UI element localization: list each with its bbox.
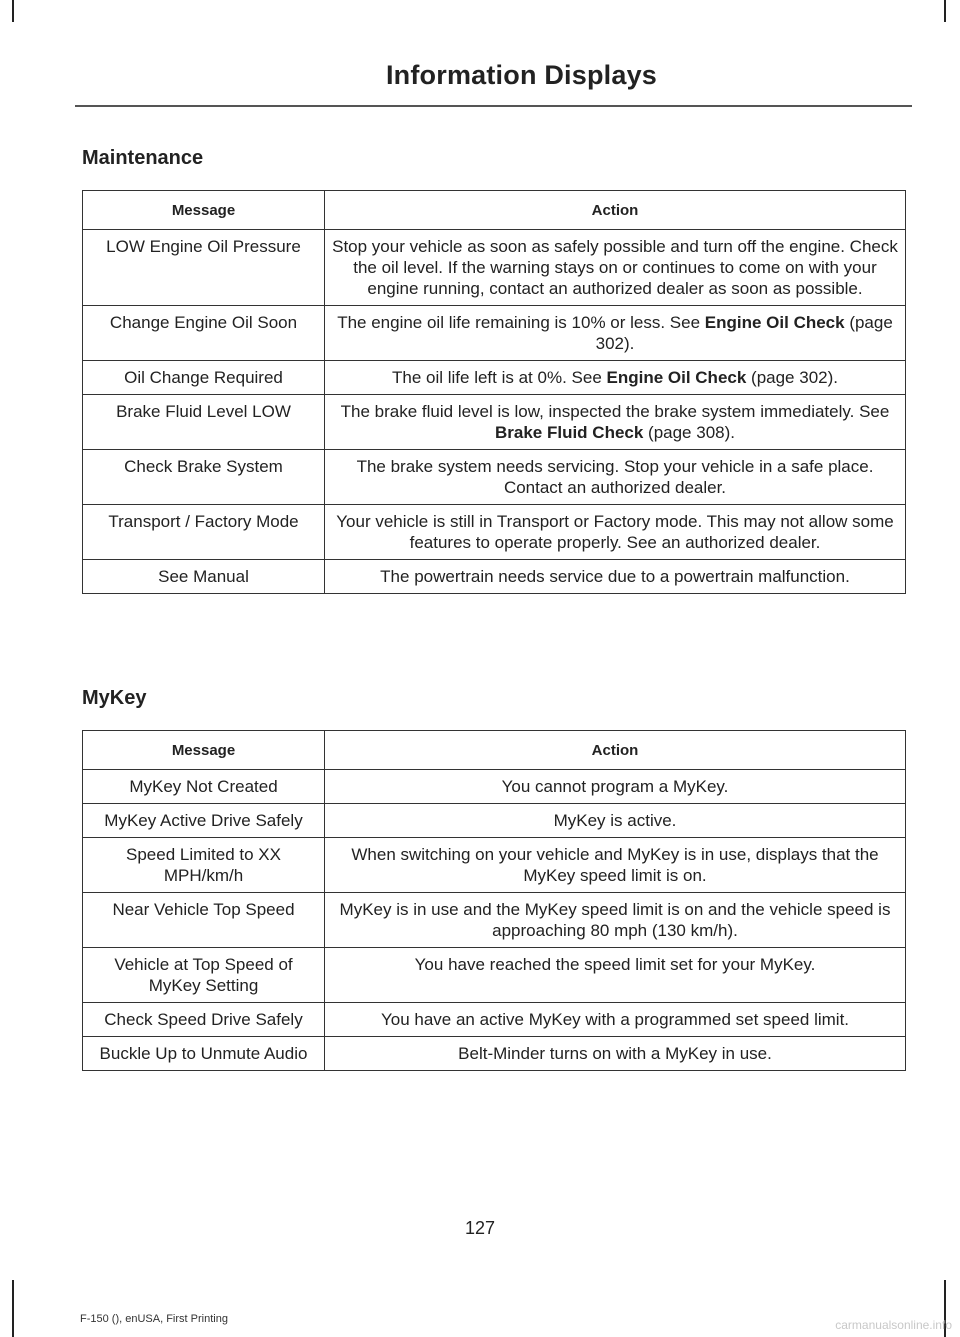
action-cell: MyKey is active. (325, 804, 906, 838)
action-cell (325, 306, 906, 361)
message-cell: Speed Limited to XX MPH/km/h (83, 838, 325, 893)
action-cell: MyKey is in use and the MyKey speed limit is on and the vehicle speed is approaching 80 mph (130 km/h). (325, 893, 906, 948)
action-text: (page 302). (595, 313, 893, 353)
action-text: The engine oil life remaining is 10% or less. See (337, 313, 705, 332)
action-cell: The powertrain needs service due to a powertrain malfunction. (325, 560, 906, 594)
message-cell: Check Speed Drive Safely (83, 1003, 325, 1037)
watermark: carmanualsonline.info (835, 1318, 952, 1332)
action-text: (page 308). (643, 423, 735, 442)
table-row (83, 948, 906, 1003)
header-rule (75, 105, 912, 107)
crop-mark-top-right-vertical (944, 0, 946, 22)
table-row (83, 893, 906, 948)
message-cell: See Manual (83, 560, 325, 594)
action-cell: You have reached the speed limit set for your MyKey. (325, 948, 906, 1003)
message-cell: Near Vehicle Top Speed (83, 893, 325, 948)
message-cell: LOW Engine Oil Pressure (83, 230, 325, 306)
message-cell: MyKey Not Created (83, 770, 325, 804)
mykey-table (82, 730, 906, 1071)
page-number: 127 (464, 1218, 496, 1238)
section-heading-maintenance: Maintenance (82, 147, 204, 169)
action-cell: When switching on your vehicle and MyKey is in use, displays that the MyKey speed limit is on. (325, 838, 906, 893)
action-cell: Belt-Minder turns on with a MyKey in use. (325, 1037, 906, 1071)
message-cell: Check Brake System (83, 450, 325, 505)
message-cell: Oil Change Required (83, 361, 325, 395)
action-cell: You cannot program a MyKey. (325, 770, 906, 804)
table-row (83, 230, 906, 306)
column-header-action: Action (325, 731, 906, 770)
table-row (83, 306, 906, 361)
page-reference-link[interactable]: Engine Oil Check (606, 368, 747, 387)
table-header-row (83, 731, 906, 770)
action-cell: You have an active MyKey with a programmed set speed limit. (325, 1003, 906, 1037)
message-cell: Buckle Up to Unmute Audio (83, 1037, 325, 1071)
table-row (83, 838, 906, 893)
table-row (83, 804, 906, 838)
page-header-title: Information Displays (385, 60, 657, 90)
action-cell: Your vehicle is still in Transport or Factory mode. This may not allow some features to operate properly. See an authorized dealer. (325, 505, 906, 560)
message-cell: Change Engine Oil Soon (83, 306, 325, 361)
action-text: (page 302). (746, 368, 838, 387)
table-row (83, 361, 906, 395)
action-cell: The brake system needs servicing. Stop your vehicle in a safe place. Contact an authorized dealer. (325, 450, 906, 505)
page-reference-link[interactable]: Engine Oil Check (704, 313, 845, 332)
action-text: The brake fluid level is low, inspected the brake system immediately. See (340, 402, 890, 421)
page-reference-link[interactable]: Brake Fluid Check (494, 423, 644, 442)
table-row (83, 770, 906, 804)
message-cell: Vehicle at Top Speed of MyKey Setting (83, 948, 325, 1003)
action-cell: Stop your vehicle as soon as safely possible and turn off the engine. Check the oil level. If the warning stays on or continues to come on with your engine running, contact an authorized dealer as soon as possible. (325, 230, 906, 306)
crop-mark-bottom-left-vertical (12, 1280, 14, 1337)
message-cell: Brake Fluid Level LOW (83, 395, 325, 450)
action-cell (325, 361, 906, 395)
maintenance-table (82, 190, 906, 594)
table-row (83, 1003, 906, 1037)
table-row (83, 560, 906, 594)
table-header-row (83, 191, 906, 230)
table-row (83, 1037, 906, 1071)
action-text: The oil life left is at 0%. See (392, 368, 607, 387)
column-header-action: Action (325, 191, 906, 230)
table-row (83, 395, 906, 450)
section-heading-mykey: MyKey (82, 687, 147, 709)
message-cell: MyKey Active Drive Safely (83, 804, 325, 838)
message-cell: Transport / Factory Mode (83, 505, 325, 560)
print-footer: F-150 (), enUSA, First Printing (80, 1313, 228, 1325)
column-header-message: Message (83, 191, 325, 230)
action-cell (325, 395, 906, 450)
table-row (83, 505, 906, 560)
column-header-message: Message (83, 731, 325, 770)
table-row (83, 450, 906, 505)
crop-mark-top-left-vertical (12, 0, 14, 22)
